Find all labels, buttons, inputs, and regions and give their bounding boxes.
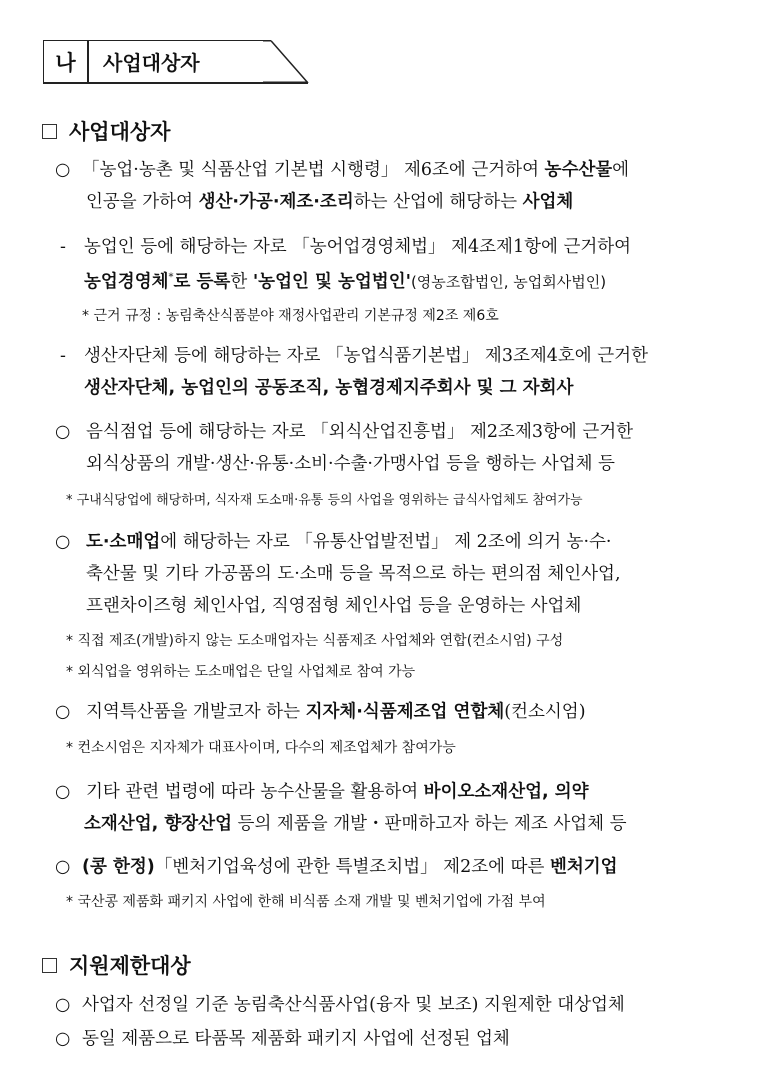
s2-item1-text: 사업자 선정일 기준 농림축산식품사업(융자 및 보조) 지원제한 대상업체 xyxy=(82,995,625,1015)
p2-line2: 농업경영체*로 등록한 '농업인 및 농업법인'(영농조합법인, 농업회사법인) xyxy=(84,271,607,292)
p1-line1: 「농업·농촌 및 식품산업 기본법 시행령」 제6조에 근거하여 농수산물에 xyxy=(82,160,630,180)
p4-line2: 외식상품의 개발·생산·유통·소비·수출·가맹사업 등을 행하는 사업체 등 xyxy=(86,454,615,474)
p5-bullet: ○ xyxy=(55,532,71,552)
p2-line1: 농업인 등에 해당하는 자로 「농어업경영체법」 제4조제1항에 근거하여 xyxy=(84,237,632,257)
p3-line1: 생산자단체 등에 해당하는 자로 「농업식품기본법」 제3조제4호에 근거한 xyxy=(84,346,648,366)
p5-note1: * 직접 제조(개발)하지 않는 도소매업자는 식품제조 사업체와 연합(컨소시엄) 구성 xyxy=(66,633,564,649)
p6-bullet: ○ xyxy=(55,702,71,722)
p7-bullet: ○ xyxy=(55,782,71,802)
square-bullet-icon xyxy=(42,958,57,973)
section-header-title: 사업대상자 xyxy=(88,40,263,84)
p8-bullet: ○ xyxy=(55,857,71,877)
section1-heading xyxy=(42,116,170,146)
section-letter: 나 xyxy=(43,40,88,84)
p6-line1: 지역특산품을 개발코자 하는 지자체·식품제조업 연합체(컨소시엄) xyxy=(86,702,586,722)
p8-note: * 국산콩 제품화 패키지 사업에 한해 비식품 소재 개발 및 벤처기업에 가점 부여 xyxy=(66,894,546,910)
header-tail-decoration xyxy=(263,40,309,84)
section2-title: 지원제한대상 xyxy=(69,954,191,978)
s2-item2-bullet: ○ xyxy=(55,1029,71,1049)
square-bullet-icon xyxy=(42,124,57,139)
p7-line2: 소재산업, 향장산업 등의 제품을 개발・판매하고자 하는 제조 사업체 등 xyxy=(84,814,627,834)
p8-line1: (콩 한정)「벤처기업육성에 관한 특별조치법」 제2조에 따른 벤처기업 xyxy=(82,857,618,877)
p1-line2: 인공을 가하여 생산·가공·제조·조리하는 산업에 해당하는 사업체 xyxy=(86,192,574,212)
p4-line1: 음식점업 등에 해당하는 자로 「외식산업진흥법」 제2조제3항에 근거한 xyxy=(86,422,634,442)
p5-note2: * 외식업을 영위하는 도소매업은 단일 사업체로 참여 가능 xyxy=(66,664,416,680)
section2-heading xyxy=(42,950,191,980)
p4-bullet: ○ xyxy=(55,422,71,442)
s2-item1-bullet: ○ xyxy=(55,995,71,1015)
p5-line3: 프랜차이즈형 체인사업, 직영점형 체인사업 등을 운영하는 사업체 xyxy=(86,596,582,616)
p4-note: * 구내식당업에 해당하며, 식자재 도소매·유통 등의 사업을 영위하는 급식사업체도 참여가능 xyxy=(66,493,583,508)
p3-bullet: - xyxy=(60,346,66,366)
p3-line2: 생산자단체, 농업인의 공동조직, 농협경제지주회사 및 그 자회사 xyxy=(84,378,574,398)
p5-line1: 도·소매업에 해당하는 자로 「유통산업발전법」 제 2조에 의거 농·수· xyxy=(86,532,612,552)
section-header xyxy=(43,40,309,84)
p6-note: * 컨소시엄은 지자체가 대표사이며, 다수의 제조업체가 참여가능 xyxy=(66,740,456,756)
p5-line2: 축산물 및 기타 가공품의 도·소매 등을 목적으로 하는 편의점 체인사업, xyxy=(86,564,621,584)
p1-bullet: ○ xyxy=(55,160,71,180)
p2-note: * 근거 규정 : 농림축산식품분야 재정사업관리 기본규정 제2조 제6호 xyxy=(82,308,499,324)
p2-bullet: - xyxy=(60,237,66,257)
p7-line1: 기타 관련 법령에 따라 농수산물을 활용하여 바이오소재산업, 의약 xyxy=(86,782,589,802)
section1-title: 사업대상자 xyxy=(69,120,171,144)
s2-item2-text: 동일 제품으로 타품목 제품화 패키지 사업에 선정된 업체 xyxy=(82,1029,510,1049)
